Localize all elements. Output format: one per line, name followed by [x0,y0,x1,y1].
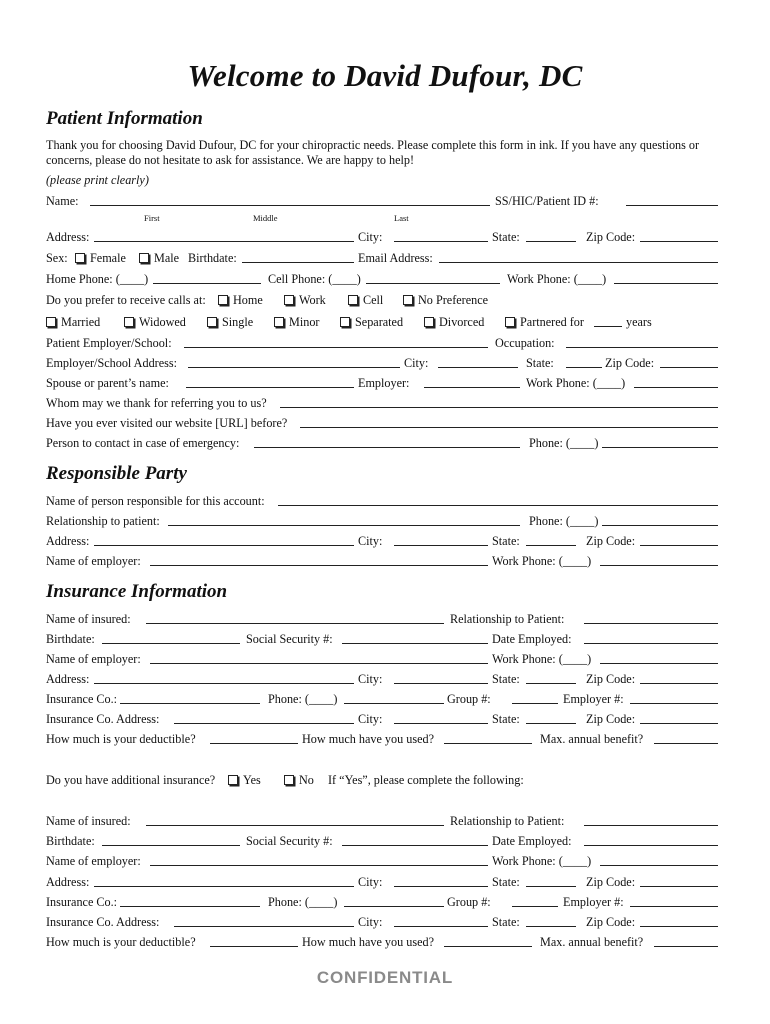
responsible-phone-label: Phone: (____) [529,514,599,528]
birthdate-field[interactable] [242,262,354,263]
ins2-used-label: How much have you used? [302,935,434,949]
ins1-company-state-field[interactable] [526,723,576,724]
ins1-phone-field[interactable] [344,703,444,704]
ins1-company-label: Insurance Co.: [46,692,118,706]
ins2-birthdate-row [46,833,718,849]
print-note: (please print clearly) [46,173,149,187]
ins1-birthdate-row [46,631,718,647]
employer-row [46,335,718,351]
ins1-name-field[interactable] [146,623,444,624]
occupation-field[interactable] [566,347,718,348]
ins1-company-state-label: State: [492,712,520,726]
cell-phone-label: Cell Phone: (____) [268,272,361,286]
state-label: State: [492,230,520,244]
responsible-state-field[interactable] [526,545,576,546]
ins1-address-field[interactable] [94,683,354,684]
website-row [46,415,718,431]
responsible-zip-field[interactable] [640,545,718,546]
single-checkbox[interactable] [207,317,217,327]
ins1-address-row [46,671,718,687]
ins1-employer-num-field[interactable] [630,703,718,704]
phone-row [46,271,718,287]
partnered-years-field[interactable] [594,326,622,327]
divorced-label: Divorced [439,315,485,329]
ins2-company-zip-label: Zip Code: [586,915,636,929]
additional-yes-option[interactable] [228,772,261,788]
male-label: Male [154,251,180,265]
ins2-phone-field[interactable] [344,906,444,907]
ins1-employer-row [46,651,718,667]
spouse-row [46,375,718,391]
additional-yes-checkbox[interactable] [228,775,238,785]
ins1-ssn-field[interactable] [342,643,488,644]
ins2-employer-num-label: Employer #: [563,895,624,909]
ins1-birthdate-label: Birthdate: [46,632,95,646]
ins1-company-row [46,691,718,707]
employer-state-field[interactable] [566,367,602,368]
pref-home-option[interactable] [218,292,263,308]
additional-no-checkbox[interactable] [284,775,294,785]
employer-city-label: City: [404,356,429,370]
employer-school-field[interactable] [184,347,488,348]
responsible-relationship-field[interactable] [168,525,520,526]
ins1-deductible-label: How much is your deductible? [46,732,196,746]
ins1-city-field[interactable] [394,683,488,684]
ins2-city-label: City: [358,875,383,889]
ins1-employer-field[interactable] [150,663,488,664]
ins2-ssn-label: Social Security #: [246,834,333,848]
ins2-address-row [46,874,718,890]
intro-text: Thank you for choosing David Dufour, DC for your chiropractic needs. Please complete this form in ink. If you have any questions or concerns, please do not hesitate to ask for assistance. We are happy to help! [46,138,700,167]
employer-school-label: Patient Employer/School: [46,336,172,350]
name-row [46,193,718,209]
ins2-address-label: Address: [46,875,90,889]
ins1-company-address-field[interactable] [174,723,354,724]
responsible-employer-field[interactable] [150,565,488,566]
spouse-work-phone-label: Work Phone: (____) [526,376,626,390]
first-name-caption: First [144,213,160,223]
ins2-birthdate-field[interactable] [102,845,240,846]
patient-info-heading: Patient Information [46,108,203,129]
ins2-max-benefit-label: Max. annual benefit? [540,935,644,949]
work-phone-field[interactable] [614,283,718,284]
emergency-row [46,435,718,451]
ins1-ssn-label: Social Security #: [246,632,333,646]
ins1-date-employed-label: Date Employed: [492,632,572,646]
ins1-city-label: City: [358,672,383,686]
pref-cell-option[interactable] [348,292,383,308]
city-field[interactable] [394,241,488,242]
ins2-company-address-label: Insurance Co. Address: [46,915,160,929]
sex-label: Sex: [46,251,68,265]
divorced-option[interactable] [424,314,484,330]
emergency-phone-field[interactable] [602,447,718,448]
responsible-city-field[interactable] [394,545,488,546]
responsible-name-row [46,493,718,509]
spouse-work-phone-field[interactable] [634,387,718,388]
ins2-name-field[interactable] [146,825,444,826]
home-phone-label: Home Phone: (____) [46,272,149,286]
ins2-company-state-field[interactable] [526,926,576,927]
city-label: City: [358,230,383,244]
responsible-phone-field[interactable] [602,525,718,526]
zip-field[interactable] [640,241,718,242]
widowed-option[interactable] [124,314,186,330]
responsible-employer-label: Name of employer: [46,554,141,568]
married-option[interactable] [46,314,100,330]
ins2-name-row [46,813,718,829]
ins1-zip-label: Zip Code: [586,672,636,686]
ins2-address-field[interactable] [94,886,354,887]
ins2-zip-label: Zip Code: [586,875,636,889]
emergency-field[interactable] [254,447,520,448]
address-row [46,229,718,245]
ins1-address-label: Address: [46,672,90,686]
ins2-company-label: Insurance Co.: [46,895,118,909]
single-label: Single [222,315,254,329]
ins1-relationship-field[interactable] [584,623,718,624]
ins1-zip-field[interactable] [640,683,718,684]
ins1-used-label: How much have you used? [302,732,434,746]
ins2-city-field[interactable] [394,886,488,887]
ins2-company-city-field[interactable] [394,926,488,927]
separated-checkbox[interactable] [340,317,350,327]
separated-label: Separated [355,315,404,329]
partnered-label: Partnered for [520,315,584,329]
ins2-max-benefit-field[interactable] [654,946,718,947]
ins2-ssn-field[interactable] [342,845,488,846]
work-phone-label: Work Phone: (____) [507,272,607,286]
ins1-name-label: Name of insured: [46,612,131,626]
call-pref-label: Do you prefer to receive calls at: [46,293,206,307]
ins1-used-field[interactable] [444,743,532,744]
ins1-deductible-field[interactable] [210,743,298,744]
responsible-work-phone-field[interactable] [600,565,718,566]
widowed-label: Widowed [139,315,186,329]
ins2-work-phone-label: Work Phone: (____) [492,854,592,868]
responsible-state-label: State: [492,534,520,548]
additional-no-label: No [299,773,314,787]
pref-none-label: No Preference [418,293,489,307]
ss-label: SS/HIC/Patient ID #: [495,194,599,208]
ins1-max-benefit-field[interactable] [654,743,718,744]
responsible-work-phone-label: Work Phone: (____) [492,554,592,568]
cell-phone-field[interactable] [366,283,500,284]
referral-label: Whom may we thank for referring you to us? [46,396,267,410]
last-name-caption: Last [394,213,409,223]
ins2-company-address-field[interactable] [174,926,354,927]
middle-name-caption: Middle [253,213,278,223]
ins1-name-row [46,611,718,627]
ins2-work-phone-field[interactable] [600,865,718,866]
ins2-birthdate-label: Birthdate: [46,834,95,848]
occupation-label: Occupation: [495,336,555,350]
responsible-name-label: Name of person responsible for this account: [46,494,265,508]
additional-no-option[interactable] [284,772,314,788]
ins1-employer-num-label: Employer #: [563,692,624,706]
ins2-company-address-row [46,914,718,930]
ins2-zip-field[interactable] [640,886,718,887]
responsible-relationship-label: Relationship to patient: [46,514,160,528]
partnered-checkbox[interactable] [505,317,515,327]
responsible-address-row [46,533,718,549]
responsible-zip-label: Zip Code: [586,534,636,548]
female-checkbox[interactable] [75,253,85,263]
minor-option[interactable] [274,314,319,330]
zip-label: Zip Code: [586,230,636,244]
sex-row [46,250,718,266]
ins2-relationship-label: Relationship to Patient: [450,814,565,828]
responsible-address-field[interactable] [94,545,354,546]
birthdate-label: Birthdate: [188,251,237,265]
ins2-group-field[interactable] [512,906,558,907]
responsible-relationship-row [46,513,718,529]
ins1-group-field[interactable] [512,703,558,704]
email-label: Email Address: [358,251,433,265]
pref-work-label: Work [299,293,326,307]
website-field[interactable] [300,427,718,428]
ins2-state-field[interactable] [526,886,576,887]
name-label: Name: [46,194,79,208]
ins2-company-city-label: City: [358,915,383,929]
employer-city-field[interactable] [438,367,518,368]
female-option[interactable] [75,250,126,266]
pref-work-option[interactable] [284,292,326,308]
male-option[interactable] [139,250,179,266]
ins2-deductible-row [46,934,718,950]
ins2-relationship-field[interactable] [584,825,718,826]
employer-zip-field[interactable] [660,367,718,368]
state-field[interactable] [526,241,576,242]
referral-row [46,395,718,411]
ins1-employer-label: Name of employer: [46,652,141,666]
ins2-state-label: State: [492,875,520,889]
ins2-name-label: Name of insured: [46,814,131,828]
employer-state-label: State: [526,356,554,370]
pref-none-checkbox[interactable] [403,295,413,305]
ins1-company-address-label: Insurance Co. Address: [46,712,160,726]
ins1-work-phone-label: Work Phone: (____) [492,652,592,666]
ins1-company-city-label: City: [358,712,383,726]
ins1-company-field[interactable] [120,703,260,704]
ins2-company-zip-field[interactable] [640,926,718,927]
spouse-label: Spouse or parent’s name: [46,376,169,390]
pref-home-checkbox[interactable] [218,295,228,305]
minor-label: Minor [289,315,320,329]
marital-status-row [46,314,718,330]
ins1-relationship-label: Relationship to Patient: [450,612,565,626]
ins1-state-label: State: [492,672,520,686]
years-label: years [626,315,652,329]
ins2-employer-row [46,853,718,869]
single-option[interactable] [207,314,253,330]
ins2-group-label: Group #: [447,895,491,909]
website-label: Have you ever visited our website [URL] before? [46,416,288,430]
pref-work-checkbox[interactable] [284,295,294,305]
if-yes-note: If “Yes”, please complete the following: [328,773,524,787]
ins2-employer-num-field[interactable] [630,906,718,907]
married-checkbox[interactable] [46,317,56,327]
page-title: Welcome to David Dufour, DC [187,58,583,93]
ins1-deductible-row [46,731,718,747]
married-label: Married [61,315,101,329]
spouse-employer-field[interactable] [424,387,520,388]
ins1-max-benefit-label: Max. annual benefit? [540,732,644,746]
ins2-deductible-field[interactable] [210,946,298,947]
ins2-company-field[interactable] [120,906,260,907]
ins1-company-address-row [46,711,718,727]
ins2-employer-field[interactable] [150,865,488,866]
responsible-party-heading: Responsible Party [46,463,187,484]
ins1-company-zip-label: Zip Code: [586,712,636,726]
ins1-birthdate-field[interactable] [102,643,240,644]
ins1-date-employed-field[interactable] [584,643,718,644]
name-field[interactable] [90,205,490,206]
employer-zip-label: Zip Code: [605,356,655,370]
responsible-city-label: City: [358,534,383,548]
ins2-deductible-label: How much is your deductible? [46,935,196,949]
ins2-used-field[interactable] [444,946,532,947]
male-checkbox[interactable] [139,253,149,263]
ins2-phone-label: Phone: (____) [268,895,338,909]
ins2-date-employed-field[interactable] [584,845,718,846]
responsible-address-label: Address: [46,534,90,548]
home-phone-field[interactable] [153,283,261,284]
partnered-option[interactable] [505,314,584,330]
address-label: Address: [46,230,90,244]
confidential-footer: CONFIDENTIAL [316,968,454,987]
pref-cell-label: Cell [363,293,384,307]
call-preference-row [46,292,718,308]
employer-address-row [46,355,718,371]
referral-field[interactable] [280,407,718,408]
ins1-state-field[interactable] [526,683,576,684]
ss-field[interactable] [626,205,718,206]
ins1-group-label: Group #: [447,692,491,706]
spouse-field[interactable] [186,387,354,388]
female-label: Female [90,251,126,265]
ins1-company-zip-field[interactable] [640,723,718,724]
ins2-employer-label: Name of employer: [46,854,141,868]
ins1-phone-label: Phone: (____) [268,692,338,706]
emergency-phone-label: Phone: (____) [529,436,599,450]
additional-insurance-row [46,772,718,788]
ins1-work-phone-field[interactable] [600,663,718,664]
emergency-label: Person to contact in case of emergency: [46,436,240,450]
ins2-company-row [46,894,718,910]
additional-insurance-label: Do you have additional insurance? [46,773,216,787]
ins2-company-state-label: State: [492,915,520,929]
responsible-employer-row [46,553,718,569]
email-field[interactable] [439,262,718,263]
pref-none-option[interactable] [403,292,488,308]
insurance-info-heading: Insurance Information [46,581,228,602]
ins1-company-city-field[interactable] [394,723,488,724]
employer-address-label: Employer/School Address: [46,356,178,370]
ins2-date-employed-label: Date Employed: [492,834,572,848]
responsible-name-field[interactable] [278,505,718,506]
pref-cell-checkbox[interactable] [348,295,358,305]
additional-yes-label: Yes [243,773,261,787]
pref-home-label: Home [233,293,263,307]
spouse-employer-label: Employer: [358,376,410,390]
widowed-checkbox[interactable] [124,317,134,327]
address-field[interactable] [94,241,354,242]
employer-address-field[interactable] [188,367,400,368]
minor-checkbox[interactable] [274,317,284,327]
divorced-checkbox[interactable] [424,317,434,327]
separated-option[interactable] [340,314,403,330]
